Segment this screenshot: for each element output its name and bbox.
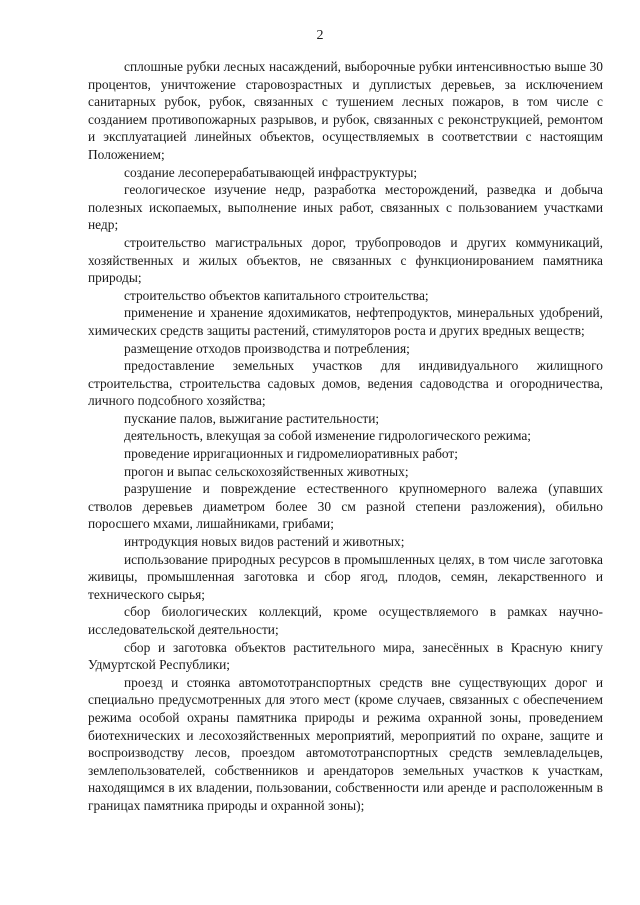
paragraph-clear-cutting: сплошные рубки лесных насаждений, выборочные рубки интенсивностью выше 30 процентов, уничтожение старовозрастных и дуплистых деревьев, за исключением санитарных рубок, рубок, связанных с тушением лесных пожаров, в том числе с созданием противопожарных разрывов, и рубок, связанных с реконструкцией, ремонтом и эксплуатацией линейных объектов, осуществляемых в соответствии с настоящим Положением; <box>88 59 603 162</box>
paragraph-timber-processing: создание лесоперерабатывающей инфраструктуры; <box>124 164 418 180</box>
paragraph-chemicals: применение и хранение ядохимикатов, нефтепродуктов, минеральных удобрений, химических средств защиты растений, стимуляторов роста и других вредных веществ; <box>88 305 603 338</box>
paragraph-introduction-species: интродукция новых видов растений и животных; <box>124 534 405 550</box>
paragraph-vehicles: проезд и стоянка автомототранспортных средств вне существующих дорог и специально предусмотренных для этого мест (кроме случаев, связанных с обеспечением режима особой охраны памятника природы и режима охранной зоны, проведением биотехнических и лесохозяйственных мероприятий, мероприятий по охране, защите и воспроизводству лесов, проездом автомототранспортных средств землевладельцев, землепользователей, собственников и арендаторов земельных участков к участкам, находящимся в их владении, пользовании, собственности или аренде и расположенным в границах памятника природы и охранной зоны); <box>88 674 603 813</box>
paragraph-red-book: сбор и заготовка объектов растительного мира, занесённых в Красную книгу Удмуртской Республики; <box>88 639 603 673</box>
paragraph-waste-disposal: размещение отходов производства и потребления; <box>124 340 410 356</box>
paragraph-irrigation: проведение ирригационных и гидромелиоративных работ; <box>124 446 458 462</box>
paragraph-hydrological: деятельность, влекущая за собой изменение гидрологического режима; <box>124 428 531 444</box>
paragraph-biological-collections: сбор биологических коллекций, кроме осуществляемого в рамках научно-исследовательской деятельности; <box>88 604 603 637</box>
paragraph-geological-exploration: геологическое изучение недр, разработка месторождений, разведка и добыча полезных ископаемых, выполнение иных работ, связанных с пользованием участками недр; <box>88 182 603 233</box>
page-number: 2 <box>316 28 324 43</box>
paragraph-burning: пускание палов, выжигание растительности; <box>124 410 380 426</box>
paragraph-capital-construction: строительство объектов капитального строительства; <box>124 287 429 303</box>
paragraph-industrial-use: использование природных ресурсов в промышленных целях, в том числе заготовка живицы, промышленная заготовка и сбор ягод, плодов, семян, лекарственного и технического сырья; <box>88 551 603 602</box>
document-body <box>88 58 603 815</box>
paragraph-deadwood: разрушение и повреждение естественного крупномерного валежа (упавших стволов деревьев диаметром более 30 см разной степени разложения), обильно поросшего мхами, лишайниками, грибами; <box>88 481 603 532</box>
paragraph-grazing: прогон и выпас сельскохозяйственных животных; <box>124 463 409 479</box>
paragraph-land-provision: предоставление земельных участков для индивидуального жилищного строительства, строительства садовых домов, ведения садоводства и огородничества, личного подсобного хозяйства; <box>88 358 603 409</box>
paragraph-road-construction: строительство магистральных дорог, трубопроводов и других коммуникаций, хозяйственных и жилых объектов, не связанных с функционированием памятника природы; <box>88 234 603 286</box>
